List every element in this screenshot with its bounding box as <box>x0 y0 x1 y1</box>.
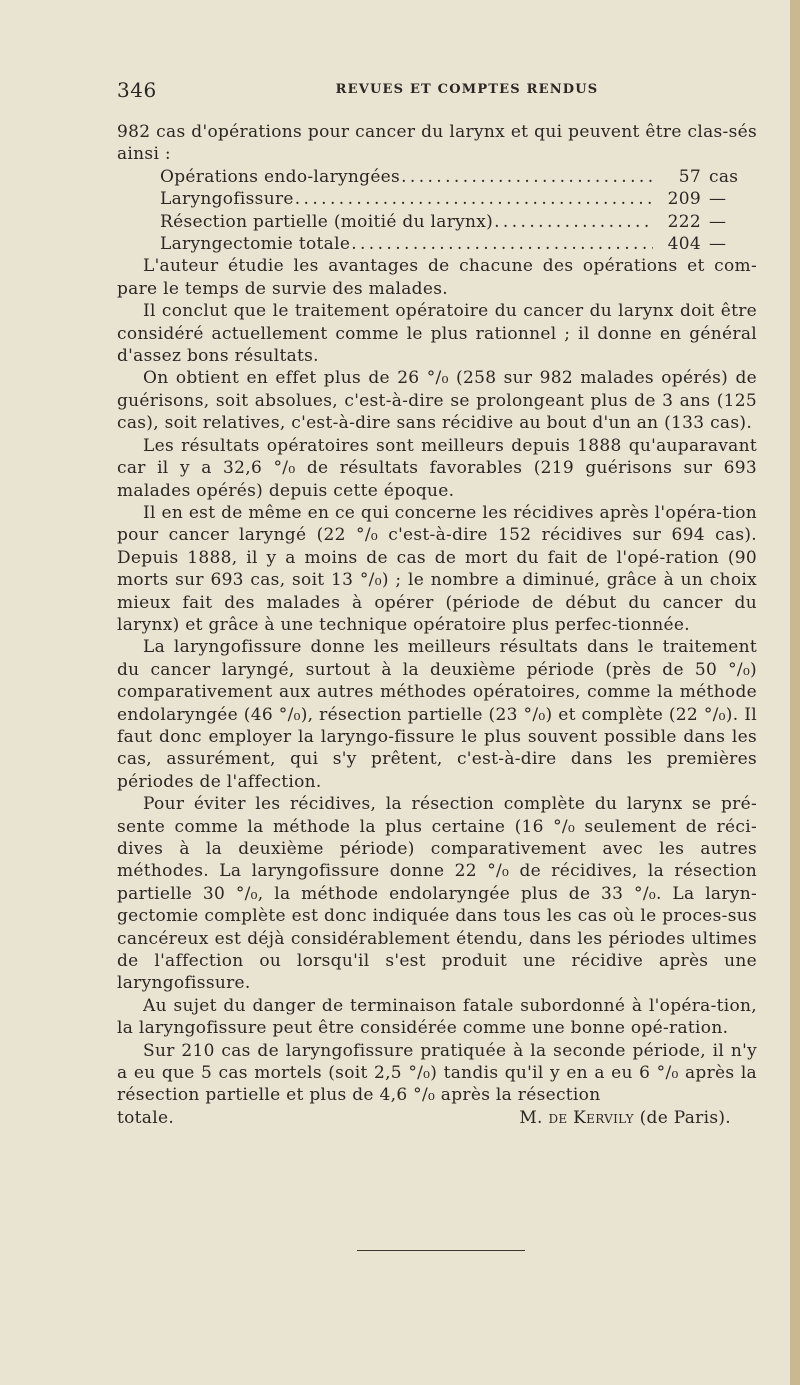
author-name: Kervily <box>573 1107 634 1128</box>
table-row <box>117 166 757 188</box>
operations-table <box>117 166 757 256</box>
page-number: 346 <box>117 78 157 102</box>
operation-label: Opérations endo-laryngées <box>160 166 401 187</box>
paragraph: Sur 210 cas de laryngofissure pratiquée à la seconde période, il n'y a eu que 5 cas mortels (soit 2,5 °/₀) tandis qu'il y en a eu 6 °/₀ après la résection partielle et plus de 4,6 °/₀ après la résection <box>117 1040 757 1106</box>
author-initial: M. <box>519 1107 543 1128</box>
page-header <box>117 78 757 102</box>
table-row <box>117 233 757 255</box>
operation-label: Laryngofissure <box>160 189 294 210</box>
case-count: 404 <box>667 234 701 255</box>
case-unit: — <box>709 234 727 255</box>
article-body <box>117 121 757 1129</box>
dot-leader <box>295 188 653 210</box>
paragraph: La laryngofissure donne les meilleurs résultats dans le traitement du cancer laryngé, surtout à la deuxième période (près de 50 °/₀) comparativement aux autres méthodes opératoires, comme la méthode endolaryngée (46 °/₀), résection partielle (23 °/₀) et complète (22 °/₀). Il faut donc employer la laryngo-fissure le plus souvent possible dans les cas, assurément, qui s'y prêtent, c'est-à-dire dans les premières périodes de l'affection. <box>117 637 757 792</box>
dot-leader <box>351 233 653 255</box>
case-unit: — <box>709 189 727 210</box>
operation-label: Laryngectomie totale <box>160 234 351 255</box>
author-signature <box>519 1107 757 1129</box>
paragraph: On obtient en effet plus de 26 °/₀ (258 sur 982 malades opérés) de guérisons, soit absolues, c'est-à-dire se prolongeant plus de 3 ans (125 cas), soit relatives, c'est-à-dire sans récidive au bout d'un an (133 cas). <box>117 368 757 434</box>
paragraph: Pour éviter les récidives, la résection complète du larynx se pré-sente comme la méthode la plus certaine (16 °/₀ seulement de réci-dives à la deuxième période) comparativement avec les autres méthodes. La laryngofissure donne 22 °/₀ de récidives, la résection partielle 30 °/₀, la méthode endolaryngée plus de 33 °/₀. La laryn-gectomie complète est donc indiquée dans tous les cas où le proces-sus cancéreux est déjà considérablement étendu, dans les périodes ultimes de l'affection ou lorsqu'il s'est produit une récidive après une laryngofissure. <box>117 794 757 994</box>
case-count: 209 <box>667 189 701 210</box>
dot-leader <box>494 211 653 233</box>
paragraph: Les résultats opératoires sont meilleurs depuis 1888 qu'auparavant car il y a 32,6 °/₀ de résultats favorables (219 guérisons sur 693 malades opérés) depuis cette époque. <box>117 435 757 501</box>
operation-label: Résection partielle (moitié du larynx) <box>160 211 494 232</box>
paragraph: Au sujet du danger de terminaison fatale subordonné à l'opéra-tion, la laryngofissure peut être considérée comme une bonne opé-ration. <box>117 995 757 1039</box>
dot-leader <box>401 166 653 188</box>
case-count: 222 <box>667 211 701 232</box>
running-head: REVUES ET COMPTES RENDUS <box>335 82 599 97</box>
end-rule <box>357 1250 525 1251</box>
case-unit: — <box>709 211 727 232</box>
table-row <box>117 188 757 210</box>
case-unit: cas <box>709 166 739 187</box>
author-place: (de Paris). <box>639 1107 731 1128</box>
paragraph: Il conclut que le traitement opératoire du cancer du larynx doit être considéré actuellement comme le plus rationnel ; il donne en général d'assez bons résultats. <box>117 301 757 367</box>
author-particle: de <box>548 1107 568 1128</box>
paragraph: L'auteur étudie les avantages de chacune des opérations et com-pare le temps de survie des malades. <box>117 256 757 299</box>
paragraph: 982 cas d'opérations pour cancer du larynx et qui peuvent être clas-sés ainsi : <box>117 122 757 165</box>
paragraph: Il en est de même en ce qui concerne les récidives après l'opéra-tion pour cancer laryngé (22 °/₀ c'est-à-dire 152 récidives sur 694 cas). Depuis 1888, il y a moins de cas de mort du fait de l'opé-ration (90 morts sur 693 cas, soit 13 °/₀) ; le nombre a diminué, grâce à un choix mieux fait des malades à opérer (période de début du cancer du larynx) et grâce à une technique opératoire plus perfec-tionnée. <box>117 502 757 635</box>
paragraph-last-word: totale. <box>117 1107 175 1128</box>
closing-line <box>117 1107 757 1129</box>
case-count: 57 <box>678 166 701 187</box>
page-edge <box>790 0 800 1385</box>
table-row <box>117 211 757 233</box>
